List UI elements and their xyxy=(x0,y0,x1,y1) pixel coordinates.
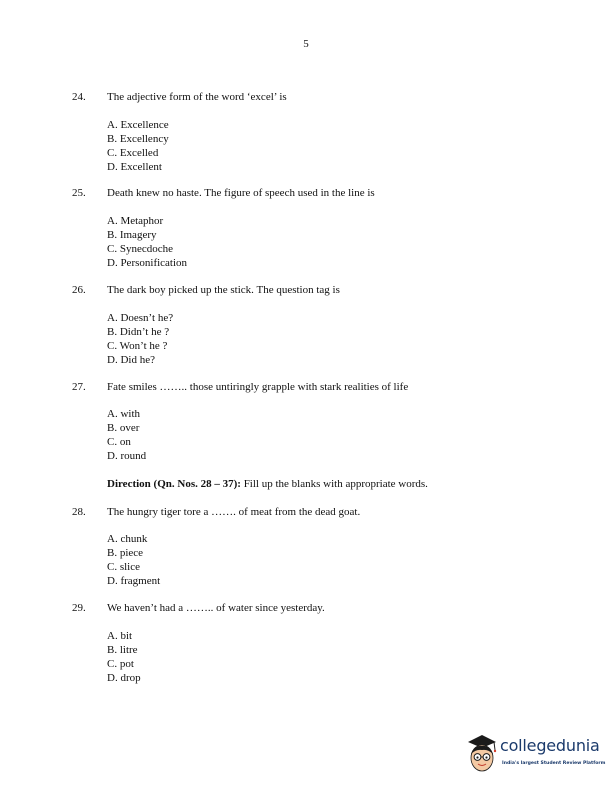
direction-label: Direction (Qn. Nos. 28 – 37): xyxy=(107,478,241,490)
option: D. fragment xyxy=(107,575,161,587)
direction-note xyxy=(107,478,428,490)
option: C. on xyxy=(107,436,131,448)
option: C. Won’t he ? xyxy=(107,340,168,352)
option: D. Did he? xyxy=(107,354,155,366)
logo-tagline: India's largest Student Review Platform xyxy=(502,761,606,766)
option: A. Excellence xyxy=(107,119,169,131)
option-list xyxy=(107,214,187,270)
option: C. Excelled xyxy=(107,147,159,159)
question-text: The adjective form of the word ‘excel’ is xyxy=(107,91,287,103)
question-text: We haven’t had a …….. of water since yesterday. xyxy=(107,602,325,614)
option: D. Personification xyxy=(107,257,188,269)
option: B. piece xyxy=(107,547,144,559)
option-list xyxy=(107,532,160,588)
question-number: 24. xyxy=(72,91,86,103)
option-list xyxy=(107,407,146,463)
option-list xyxy=(107,629,141,685)
page-number: 5 xyxy=(303,38,309,50)
option: B. Excellency xyxy=(107,133,169,145)
option-list xyxy=(107,118,169,174)
option: C. Synecdoche xyxy=(107,243,173,255)
question-text: Fate smiles …….. those untiringly grapple with stark realities of life xyxy=(107,381,409,393)
mascot-icon xyxy=(462,730,502,776)
question-text: Death knew no haste. The figure of speech used in the line is xyxy=(107,187,375,199)
question-number: 25. xyxy=(72,187,86,199)
option: A. chunk xyxy=(107,533,148,545)
option: B. Didn’t he ? xyxy=(107,326,170,338)
option: A. Metaphor xyxy=(107,215,164,227)
question-number: 28. xyxy=(72,506,86,518)
option: D. drop xyxy=(107,672,141,684)
question-number: 29. xyxy=(72,602,86,614)
option-list xyxy=(107,311,173,367)
option: A. Doesn’t he? xyxy=(107,312,174,324)
logo-name: collegedunia xyxy=(500,736,600,755)
collegedunia-logo xyxy=(462,730,606,780)
question-number: 27. xyxy=(72,381,86,393)
option: A. bit xyxy=(107,630,133,642)
option: B. over xyxy=(107,422,140,434)
option: A. with xyxy=(107,408,140,420)
option: B. Imagery xyxy=(107,229,157,241)
option: B. litre xyxy=(107,644,138,656)
question-number: 26. xyxy=(72,284,86,296)
option: C. pot xyxy=(107,658,134,670)
option: D. round xyxy=(107,450,147,462)
question-text: The dark boy picked up the stick. The question tag is xyxy=(107,284,340,296)
direction-text: Fill up the blanks with appropriate words. xyxy=(240,478,428,490)
question-text: The hungry tiger tore a ……. of meat from the dead goat. xyxy=(107,506,361,518)
option: C. slice xyxy=(107,561,140,573)
option: D. Excellent xyxy=(107,161,162,173)
